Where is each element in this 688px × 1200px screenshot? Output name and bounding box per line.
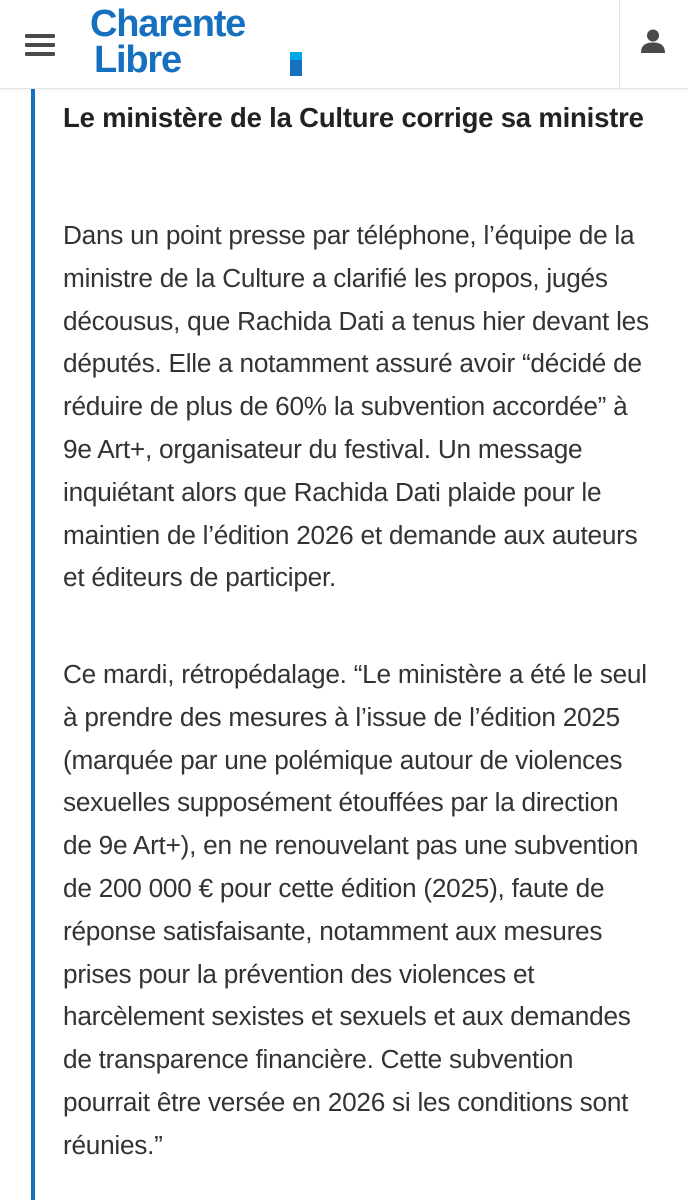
section-heading: Le ministère de la Culture corrige sa ministre (63, 102, 644, 133)
hamburger-menu-icon[interactable] (22, 30, 58, 60)
quote-rule (31, 88, 35, 1200)
site-logo[interactable] (90, 3, 280, 81)
paragraph-1: Dans un point presse par téléphone, l’équipe de la ministre de la Culture a clarifié les propos, jugés décousus, que Rachida Dati a tenus hier devant les députés. Elle a notamment assuré avoir “décidé de réduire de plus de 60% la subvention accordée” à 9e Art+, organisateur du festival. Un message inquiétant alors que Rachida Dati plaide pour le maintien de l’édition 2026 et demande aux auteurs et éditeurs de participer. (63, 220, 649, 593)
account-button[interactable] (619, 0, 688, 88)
site-header (0, 0, 688, 89)
logo-square-accent (290, 52, 302, 60)
user-icon (640, 28, 666, 54)
logo-line-libre: Libre (94, 39, 181, 81)
logo-line-charente: Charente (90, 3, 246, 45)
paragraph-2: Ce mardi, rétropédalage. “Le ministère a été le seul à prendre des mesures à l’issue de l’édition 2025 (marquée par une polémique autour de violences sexuelles supposément étouffées par la direction de 9e Art+), en ne renouvelant pas une subvention de 200 000 € pour cette édition (2025), faute de réponse satisfaisante, notamment aux mesures prises pour la prévention des violences et harcèlement sexistes et sexuels et aux demandes de transparence financière. Cette subvention pourrait être versée en 2026 si les conditions sont réunies.” (63, 659, 647, 1160)
article-body (0, 88, 688, 1200)
